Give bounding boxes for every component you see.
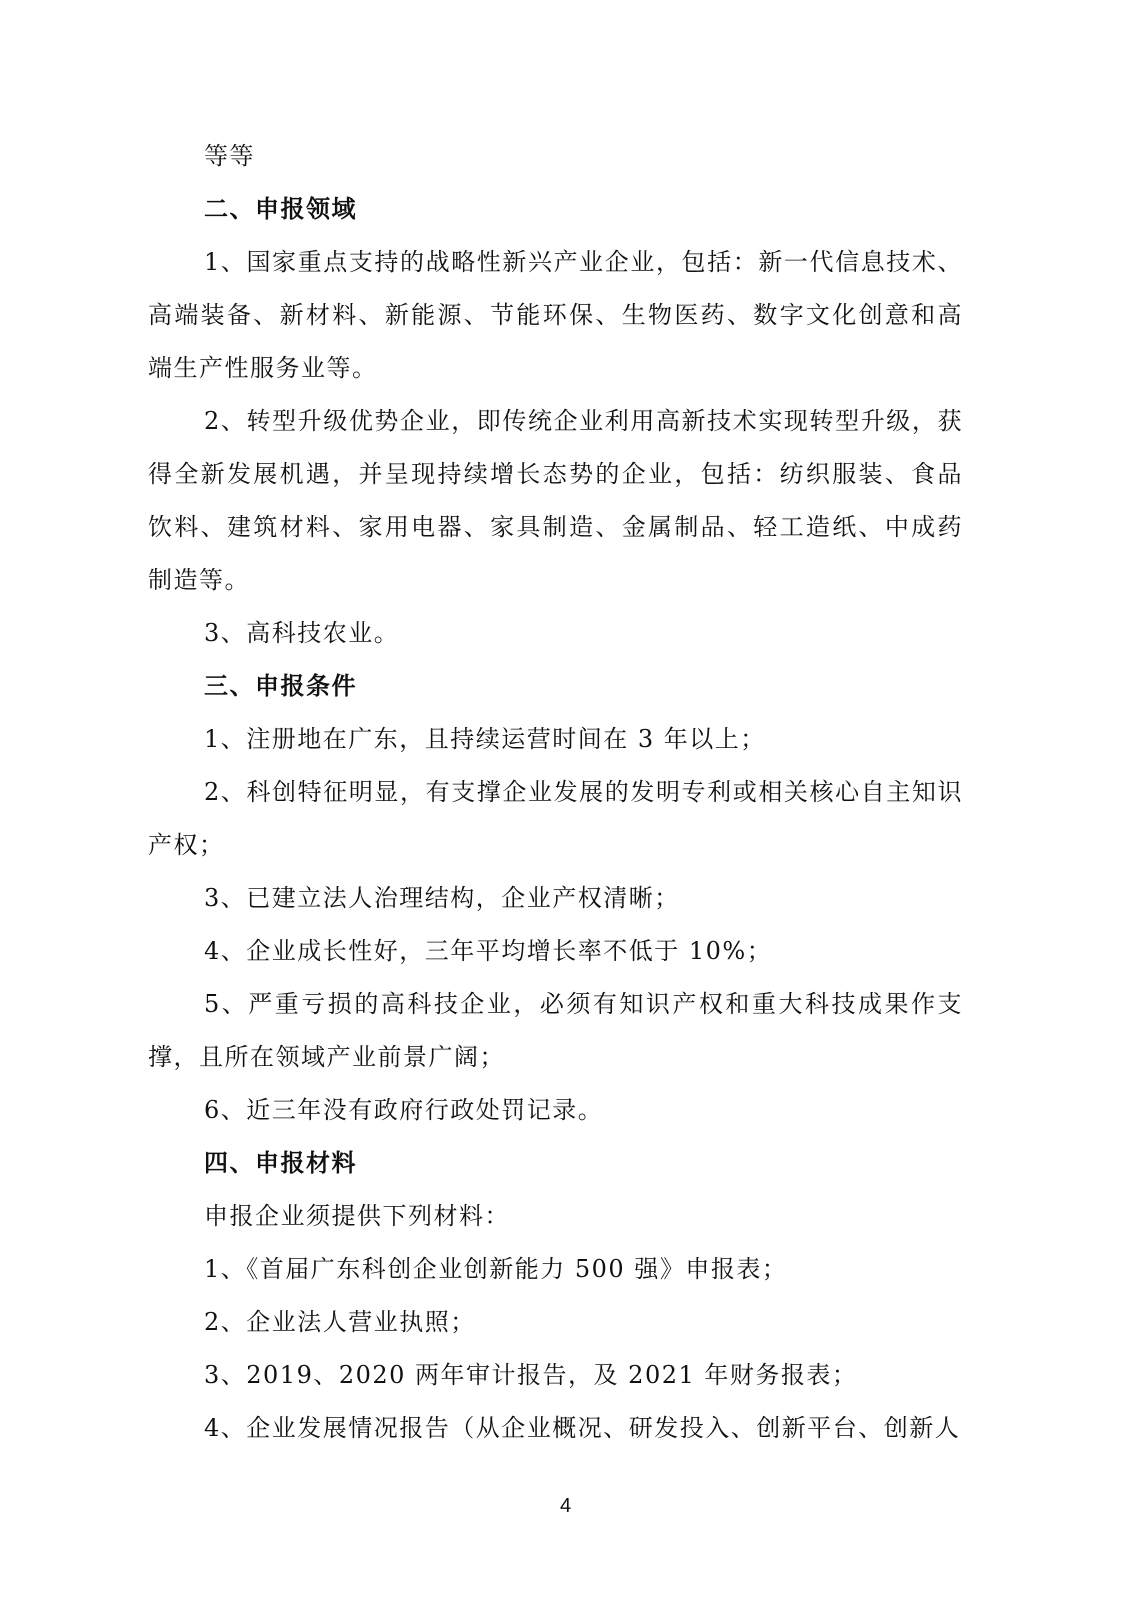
paragraph-condition-6: 6、近三年没有政府行政处罚记录。 (204, 1096, 604, 1124)
paragraph-material-2: 2、企业法人营业执照； (204, 1308, 476, 1336)
paragraph-condition-2: 2、科创特征明显，有支撑企业发展的发明专利或相关核心自主知识产权； (148, 778, 963, 859)
paragraph-material-1: 1、《首届广东科创企业创新能力 500 强》申报表； (204, 1255, 788, 1283)
section-heading-application-conditions: 三、申报条件 (204, 672, 357, 700)
document-body (148, 130, 963, 1455)
paragraph-field-1: 1、国家重点支持的战略性新兴产业企业，包括：新一代信息技术、高端装备、新材料、新能源、节能环保、生物医药、数字文化创意和高端生产性服务业等。 (148, 248, 963, 382)
paragraph-condition-4: 4、企业成长性好，三年平均增长率不低于 10%； (204, 937, 773, 965)
paragraph-condition-3: 3、已建立法人治理结构，企业产权清晰； (204, 884, 680, 912)
paragraph-condition-5: 5、严重亏损的高科技企业，必须有知识产权和重大科技成果作支撑，且所在领域产业前景广阔； (148, 990, 963, 1071)
paragraph-field-2: 2、转型升级优势企业，即传统企业利用高新技术实现转型升级，获得全新发展机遇，并呈现持续增长态势的企业，包括：纺织服装、食品饮料、建筑材料、家用电器、家具制造、金属制品、轻工造纸、中成药制造等。 (148, 407, 963, 594)
section-heading-application-fields: 二、申报领域 (204, 195, 357, 223)
paragraph-condition-1: 1、注册地在广东，且持续运营时间在 3 年以上； (204, 725, 766, 753)
page-number: 4 (559, 1495, 572, 1517)
section-heading-application-materials: 四、申报材料 (204, 1149, 357, 1177)
paragraph-material-3: 3、2019、2020 两年审计报告，及 2021 年财务报表； (204, 1361, 858, 1389)
paragraph-field-3: 3、高科技农业。 (204, 619, 400, 647)
paragraph-continuation: 等等 (204, 142, 255, 170)
paragraph-materials-intro: 申报企业须提供下列材料： (204, 1202, 510, 1230)
paragraph-material-4: 4、企业发展情况报告（从企业概况、研发投入、创新平台、创新人 (204, 1414, 961, 1442)
